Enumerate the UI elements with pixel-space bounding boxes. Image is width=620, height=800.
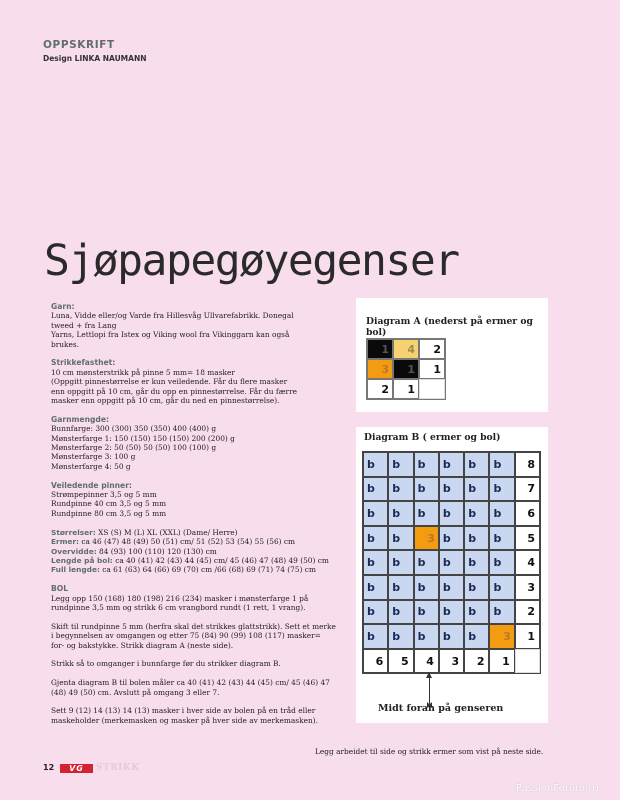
diagram-b-cell: b xyxy=(363,477,388,502)
page-number: 12 xyxy=(43,763,55,772)
diagram-a-cell: 1 xyxy=(393,379,419,399)
diagram-b-cell: 1 xyxy=(489,649,514,674)
diagram-b-cell: b xyxy=(388,624,413,649)
diagram-b-cell: 6 xyxy=(363,649,388,674)
diagram-b-cell: b xyxy=(489,526,514,551)
yarn-amount-line: Mønsterfarge 4: 50 g xyxy=(51,461,131,471)
diagram-b-cell: b xyxy=(464,575,489,600)
diagram-b-cell: b xyxy=(489,477,514,502)
designer-byline: Design LINKA NAUMANN xyxy=(43,54,147,63)
diagram-b-cell: b xyxy=(414,501,439,526)
needles-line: Rundpinne 40 cm 3,5 og 5 mm xyxy=(51,499,167,509)
diagram-b-cell: 7 xyxy=(515,477,540,502)
gauge-line: masker enn oppgitt på 10 cm, går du ned en pinnestørrelse). xyxy=(51,396,280,406)
measurement-chest: Overvidde: 84 (93) 100 (110) 120 (130) cm xyxy=(51,546,217,556)
diagram-b-cell: 3 xyxy=(414,526,439,551)
diagram-b-cell: b xyxy=(388,477,413,502)
diagram-b-cell: b xyxy=(414,600,439,625)
diagram-b-cell: 5 xyxy=(388,649,413,674)
diagram-b-cell: 6 xyxy=(515,501,540,526)
bol-paragraph: Strikk så to omganger i bunnfarge før du strikker diagram B. xyxy=(51,659,281,669)
bol-paragraph: Gjenta diagram B til bolen måler ca 40 (41) 42 (43) 44 (45) cm/ 45 (46) 47 (48) 49 (50) cm. Avslutt på omgang 3 eller 7. xyxy=(51,678,330,697)
sleeve-note: Legg arbeidet til side og strikk ermer som vist på neste side. xyxy=(315,747,544,756)
diagram-b-cell: b xyxy=(388,501,413,526)
garn-line: brukes. xyxy=(51,339,80,349)
gauge-line: 10 cm mønsterstrikk på pinne 5 mm= 18 masker xyxy=(51,367,235,377)
measurement-body-length: Lengde på bol: ca 40 (41) 42 (43) 44 (45) cm/ 45 (46) 47 (48) 49 (50) cm xyxy=(51,555,329,565)
bol-section xyxy=(51,584,336,612)
diagram-b-cell: b xyxy=(414,452,439,477)
diagram-a-panel xyxy=(356,298,548,412)
needles-section xyxy=(51,481,336,519)
diagram-b-cell: b xyxy=(464,452,489,477)
diagram-b-cell: b xyxy=(439,600,464,625)
bol-heading: BOL xyxy=(51,584,69,594)
diagram-b-cell: 4 xyxy=(515,550,540,575)
diagram-b-cell: 3 xyxy=(489,624,514,649)
diagram-b-cell: 4 xyxy=(414,649,439,674)
diagram-b-cell: 2 xyxy=(515,600,540,625)
diagram-b-cell: b xyxy=(388,452,413,477)
diagram-b-cell: b xyxy=(439,501,464,526)
diagram-b-cell xyxy=(515,649,540,674)
diagram-b-cell: b xyxy=(388,600,413,625)
diagram-b-cell: 2 xyxy=(464,649,489,674)
diagram-b-title: Diagram B ( ermer og bol) xyxy=(364,432,501,443)
diagram-b-cell: 3 xyxy=(515,575,540,600)
yarn-amount-section xyxy=(51,415,336,471)
diagram-a-cell: 2 xyxy=(367,379,393,399)
diagram-b-grid xyxy=(362,451,541,674)
diagram-a-cell: 1 xyxy=(419,359,445,379)
diagram-b-cell: b xyxy=(464,600,489,625)
arrow-shaft xyxy=(429,676,430,704)
diagram-b-cell: b xyxy=(363,452,388,477)
diagram-b-cell: b xyxy=(388,575,413,600)
bol-paragraph: Legg opp 150 (168) 180 (198) 216 (234) masker i mønsterfarge 1 på rundpinne 3,5 mm og strikk 6 cm vrangbord rundt (1 rett, 1 vrang). xyxy=(51,593,309,612)
yarn-amount-heading: Garnmengde: xyxy=(51,414,110,424)
diagram-b-cell: b xyxy=(439,575,464,600)
measurements-section xyxy=(51,528,336,575)
needles-line: Strømpepinner 3,5 og 5 mm xyxy=(51,490,157,500)
bol-paragraph: Sett 9 (12) 14 (13) 14 (13) masker i hver side av bolen på en tråd eller maskeholder (merkemasken og masker på hver side av merkemasken). xyxy=(51,706,318,725)
gauge-line: (Oppgitt pinnestørrelse er kun veiledende. Får du flere masker xyxy=(51,377,288,387)
diagram-b-cell: b xyxy=(464,501,489,526)
measurement-sleeves: Ermer: ca 46 (47) 48 (49) 50 (51) cm/ 51 (52) 53 (54) 55 (56) cm xyxy=(51,537,296,547)
diagram-b-cell: b xyxy=(363,575,388,600)
garn-line: Luna, Vidde eller/og Varde fra Hillesvåg Ullvarefabrikk. Donegal xyxy=(51,311,294,321)
garn-section xyxy=(51,302,336,349)
diagram-b-cell: b xyxy=(388,526,413,551)
garn-heading: Garn: xyxy=(51,302,75,311)
yarn-amount-line: Mønsterfarge 2: 50 (50) 50 (50) 100 (100) g xyxy=(51,443,217,453)
diagram-b-cell: b xyxy=(439,477,464,502)
magazine-name: STRIKK xyxy=(96,763,140,773)
gauge-section xyxy=(51,358,336,405)
vg-logo: VG xyxy=(60,764,93,773)
pattern-text-column xyxy=(51,302,336,735)
yarn-amount-line: Bunnfarge: 300 (300) 350 (350) 400 (400) g xyxy=(51,424,217,434)
diagram-b-cell: b xyxy=(363,550,388,575)
section-kicker: OPPSKRIFT xyxy=(43,39,115,51)
diagram-b-cell: b xyxy=(439,452,464,477)
needles-line: Rundpinne 80 cm 3,5 og 5 mm xyxy=(51,508,167,518)
bol-paragraph: Skift til rundpinne 5 mm (herfra skal det strikkes glattstrikk). Sett et merke i begynnelsen av omgangen og etter 75 (84) 90 (99) 108 (117) masker= for- og bakstykke. Strikk diagram A (neste side). xyxy=(51,621,336,650)
diagram-b-cell: 1 xyxy=(515,624,540,649)
diagram-b-cell: b xyxy=(464,624,489,649)
diagram-b-cell: b xyxy=(489,550,514,575)
diagram-b-cell: b xyxy=(489,501,514,526)
diagram-b-cell: 3 xyxy=(439,649,464,674)
gauge-line: enn oppgitt på 10 cm, går du opp en pinnestørrelse. Får du færre xyxy=(51,386,297,396)
diagram-b-cell: b xyxy=(464,477,489,502)
garn-line: Yarns, Lettlopi fra Istex og Viking wool fra Vikinggarn kan også xyxy=(51,330,290,340)
diagram-b-cell: b xyxy=(439,624,464,649)
diagram-b-caption: Midt foran på genseren xyxy=(378,703,504,714)
diagram-b-cell: b xyxy=(489,600,514,625)
diagram-b-cell: b xyxy=(414,477,439,502)
diagram-b-panel xyxy=(356,427,548,723)
diagram-b-cell: b xyxy=(439,550,464,575)
diagram-b-cell: b xyxy=(414,624,439,649)
diagram-b-cell: b xyxy=(388,550,413,575)
diagram-b-cell: b xyxy=(363,526,388,551)
diagram-b-cell: b xyxy=(363,624,388,649)
garn-line: tweed + fra Lang xyxy=(51,320,117,330)
diagram-a-cell: 4 xyxy=(393,339,419,359)
diagram-b-cell: b xyxy=(414,550,439,575)
diagram-b-cell: 8 xyxy=(515,452,540,477)
diagram-b-cell: b xyxy=(363,501,388,526)
measurement-sizes: Størrelser: XS (S) M (L) XL (XXL) (Dame/ Herre) xyxy=(51,527,238,537)
diagram-a-grid xyxy=(366,338,446,400)
diagram-a-cell: 1 xyxy=(393,359,419,379)
diagram-a-cell xyxy=(419,379,445,399)
diagram-a-cell: 3 xyxy=(367,359,393,379)
diagram-b-cell: b xyxy=(414,575,439,600)
gauge-heading: Strikkefasthet: xyxy=(51,358,116,368)
diagram-b-cell: b xyxy=(489,575,514,600)
diagram-b-cell: 5 xyxy=(515,526,540,551)
diagram-a-title: Diagram A (nederst på ermer og bol) xyxy=(366,316,533,338)
yarn-amount-line: Mønsterfarge 1: 150 (150) 150 (150) 200 (200) g xyxy=(51,433,235,443)
diagram-b-cell: b xyxy=(489,452,514,477)
diagram-a-cell: 1 xyxy=(367,339,393,359)
needles-heading: Veiledende pinner: xyxy=(51,480,132,490)
diagram-a-cell: 2 xyxy=(419,339,445,359)
diagram-b-cell: b xyxy=(363,600,388,625)
measurement-full-length: Full lengde: ca 61 (63) 64 (66) 69 (70) cm /66 (68) 69 (71) 74 (75) cm xyxy=(51,565,316,575)
page-title: Sjøpapegøyegenser xyxy=(44,236,459,286)
diagram-b-cell: b xyxy=(439,526,464,551)
diagram-b-cell: b xyxy=(464,526,489,551)
yarn-amount-line: Mønsterfarge 3: 100 g xyxy=(51,452,136,462)
diagram-b-cell: b xyxy=(464,550,489,575)
watermark: PassionForum.ru xyxy=(516,783,599,794)
